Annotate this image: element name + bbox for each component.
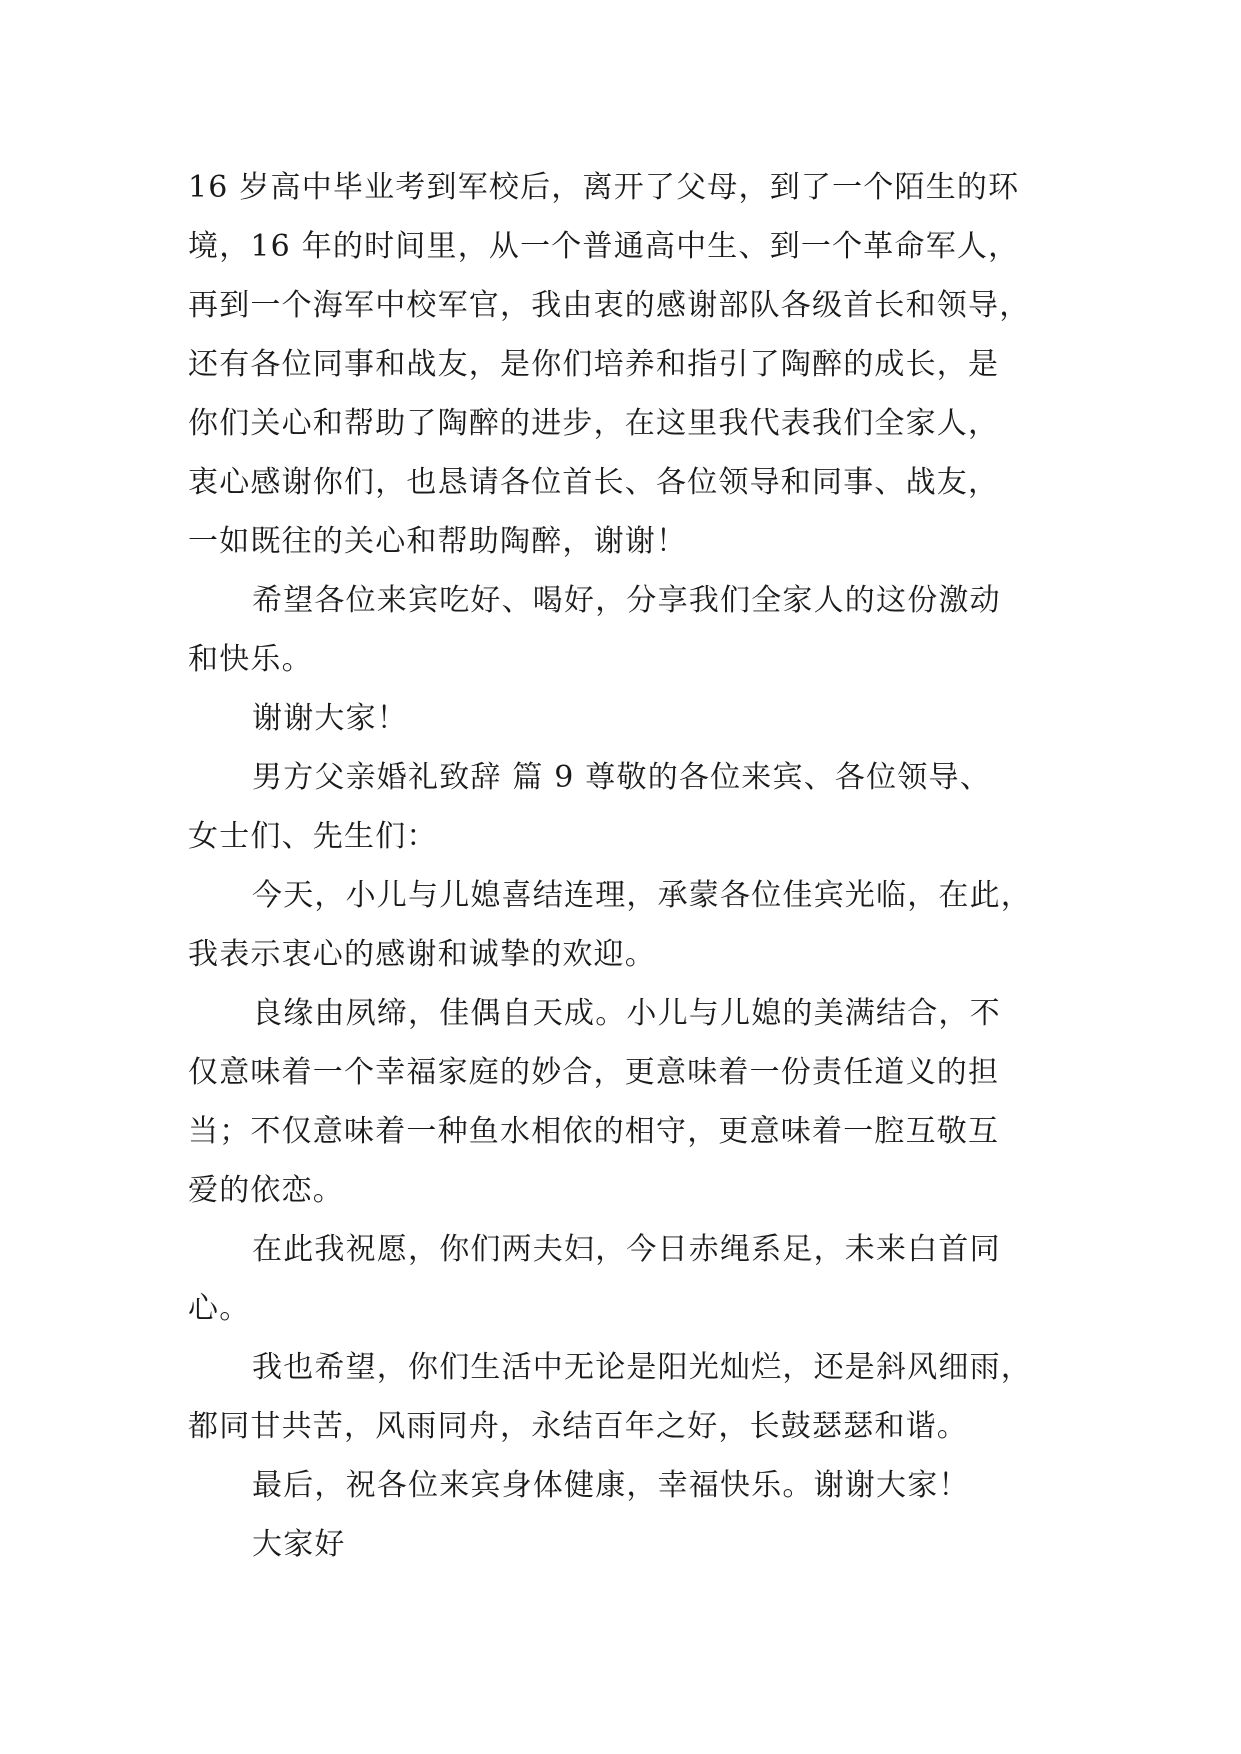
text-line: 在此我祝愿，你们两夫妇，今日赤绳系足，未来白首同 <box>252 1232 1001 1267</box>
document-body <box>188 158 1088 1574</box>
paragraph-3 <box>188 689 1088 748</box>
text-line: 你们关心和帮助了陶醉的进步，在这里我代表我们全家人， <box>188 406 1000 441</box>
text-line: 爱的依恋。 <box>188 1173 344 1208</box>
text-line: 我表示衷心的感谢和诚挚的欢迎。 <box>188 937 656 972</box>
text-line: 良缘由夙缔，佳偶自天成。小儿与儿媳的美满结合，不 <box>252 996 1001 1031</box>
paragraph-9 <box>188 1456 1088 1515</box>
text-line: 最后，祝各位来宾身体健康，幸福快乐。谢谢大家！ <box>252 1468 970 1503</box>
text-line: 男方父亲婚礼致辞 篇 9 尊敬的各位来宾、各位领导、 <box>252 760 991 795</box>
text-line: 和快乐。 <box>188 642 313 677</box>
paragraph-1 <box>188 158 1088 571</box>
text-line: 境，16 年的时间里，从一个普通高中生、到一个革命军人， <box>188 229 1020 264</box>
text-line: 一如既往的关心和帮助陶醉，谢谢！ <box>188 524 688 559</box>
paragraph-6 <box>188 984 1088 1220</box>
paragraph-10 <box>188 1515 1088 1574</box>
text-line: 我也希望，你们生活中无论是阳光灿烂，还是斜风细雨， <box>252 1350 1032 1385</box>
paragraph-4 <box>188 748 1088 866</box>
paragraph-8 <box>188 1338 1088 1456</box>
paragraph-2 <box>188 571 1088 689</box>
paragraph-7 <box>188 1220 1088 1338</box>
text-line: 16 岁高中毕业考到军校后，离开了父母，到了一个陌生的环 <box>188 170 1020 205</box>
text-line: 大家好 <box>252 1527 346 1562</box>
text-line: 心。 <box>188 1291 251 1326</box>
text-line: 当；不仅意味着一种鱼水相依的相守，更意味着一腔互敬互 <box>188 1114 1000 1149</box>
text-line: 仅意味着一个幸福家庭的妙合，更意味着一份责任道义的担 <box>188 1055 1000 1090</box>
text-line: 都同甘共苦，风雨同舟，永结百年之好，长鼓瑟瑟和谐。 <box>188 1409 968 1444</box>
text-line: 女士们、先生们： <box>188 819 438 854</box>
text-line: 今天，小儿与儿媳喜结连理，承蒙各位佳宾光临，在此， <box>252 878 1032 913</box>
text-line: 希望各位来宾吃好、喝好，分享我们全家人的这份激动 <box>252 583 1001 618</box>
text-line: 还有各位同事和战友，是你们培养和指引了陶醉的成长，是 <box>188 347 1000 382</box>
paragraph-5 <box>188 866 1088 984</box>
text-line: 谢谢大家！ <box>252 701 408 736</box>
text-line: 再到一个海军中校军官，我由衷的感谢部队各级首长和领导， <box>188 288 1031 323</box>
text-line: 衷心感谢你们，也恳请各位首长、各位领导和同事、战友， <box>188 465 1000 500</box>
